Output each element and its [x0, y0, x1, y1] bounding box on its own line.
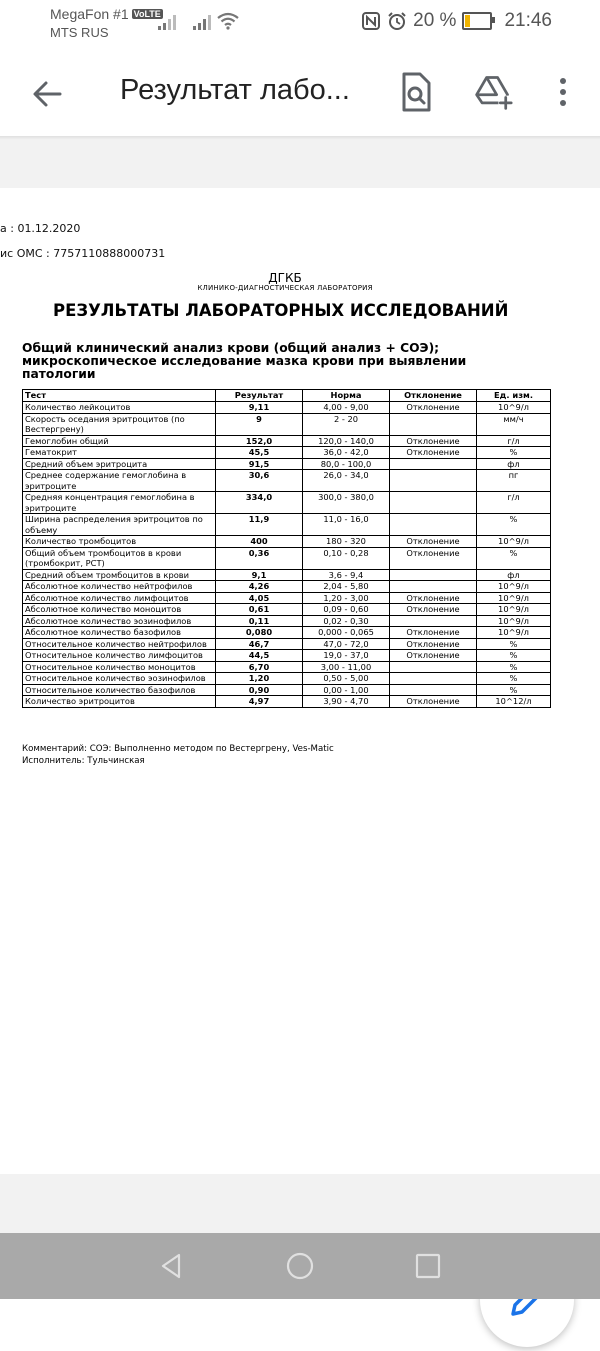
table-row [23, 627, 551, 639]
cell-dev [390, 569, 477, 581]
app-toolbar [0, 52, 600, 136]
table-row [23, 604, 551, 616]
cell-result: 400 [216, 536, 303, 548]
cell-norm: 2,04 - 5,80 [303, 581, 390, 593]
executor: Исполнитель: Тульчинская [22, 756, 145, 766]
cell-test: Относительное количество лимфоцитов [23, 650, 216, 662]
cell-dev: Отклонение [390, 592, 477, 604]
battery-percent: 20 % [413, 10, 457, 31]
cell-result: 0,90 [216, 684, 303, 696]
cell-norm: 0,02 - 0,30 [303, 615, 390, 627]
carrier-secondary: MTS RUS [50, 25, 109, 40]
table-row [23, 696, 551, 708]
cell-dev: Отклонение [390, 638, 477, 650]
cell-dev [390, 661, 477, 673]
table-row [23, 514, 551, 536]
volte-badge: VoLTE [133, 9, 161, 19]
cell-test: Количество лейкоцитов [23, 402, 216, 414]
cell-unit: 10^9/л [477, 627, 551, 639]
cell-test: Гемоглобин общий [23, 435, 216, 447]
cell-norm: 11,0 - 16,0 [303, 514, 390, 536]
cell-result: 0,36 [216, 547, 303, 569]
cell-result: 4,26 [216, 581, 303, 593]
cell-test: Общий объем тромбоцитов в крови (тромбокрит, PCT) [23, 547, 216, 569]
column-header: Норма [303, 390, 390, 402]
cell-norm: 3,00 - 11,00 [303, 661, 390, 673]
cell-dev [390, 470, 477, 492]
table-row [23, 581, 551, 593]
status-right [361, 10, 552, 32]
cell-unit: % [477, 514, 551, 536]
cell-test: Средняя концентрация гемоглобина в эритроците [23, 492, 216, 514]
table-row [23, 536, 551, 548]
cell-dev [390, 413, 477, 435]
table-row [23, 447, 551, 459]
document-page [0, 188, 600, 1174]
cell-dev: Отклонение [390, 402, 477, 414]
cell-dev: Отклонение [390, 604, 477, 616]
cell-norm: 180 - 320 [303, 536, 390, 548]
cell-result: 0,61 [216, 604, 303, 616]
nav-back-icon[interactable] [157, 1251, 187, 1281]
cell-test: Относительное количество эозинофилов [23, 673, 216, 685]
table-row [23, 458, 551, 470]
cell-test: Абсолютное количество лимфоцитов [23, 592, 216, 604]
cell-unit: мм/ч [477, 413, 551, 435]
cell-unit: фл [477, 569, 551, 581]
cell-dev [390, 458, 477, 470]
cell-test: Количество эритроцитов [23, 696, 216, 708]
status-bar [0, 0, 600, 52]
table-row [23, 569, 551, 581]
cell-unit: 10^9/л [477, 604, 551, 616]
nav-home-icon[interactable] [285, 1251, 315, 1281]
column-header: Тест [23, 390, 216, 402]
cell-unit: 10^9/л [477, 536, 551, 548]
nfc-icon [361, 11, 381, 31]
cell-norm: 3,6 - 9,4 [303, 569, 390, 581]
cell-dev [390, 684, 477, 696]
cell-result: 46,7 [216, 638, 303, 650]
cell-norm: 2 - 20 [303, 413, 390, 435]
cell-unit: % [477, 661, 551, 673]
cell-test: Средний объем эритроцита [23, 458, 216, 470]
system-nav-bar [0, 1233, 600, 1299]
analysis-title: Общий клинический анализ крови (общий анализ + СОЭ); микроскопическое исследование мазка крови при выявлении патологии [22, 341, 467, 381]
cell-norm: 300,0 - 380,0 [303, 492, 390, 514]
cell-unit: 10^9/л [477, 581, 551, 593]
cell-result: 152,0 [216, 435, 303, 447]
cell-dev [390, 581, 477, 593]
comment: Комментарий: СОЭ: Выполненно методом по Вестергрену, Ves-Matic [22, 744, 334, 754]
cell-unit: % [477, 447, 551, 459]
cell-norm: 3,90 - 4,70 [303, 696, 390, 708]
cell-result: 44,5 [216, 650, 303, 662]
cell-dev [390, 492, 477, 514]
cell-unit: 10^9/л [477, 592, 551, 604]
cell-result: 0,11 [216, 615, 303, 627]
column-header: Результат [216, 390, 303, 402]
nav-recents-icon[interactable] [413, 1251, 443, 1281]
cell-norm: 120,0 - 140,0 [303, 435, 390, 447]
cell-dev: Отклонение [390, 696, 477, 708]
table-row [23, 615, 551, 627]
cell-result: 91,5 [216, 458, 303, 470]
cell-unit: фл [477, 458, 551, 470]
cell-result: 9,11 [216, 402, 303, 414]
cell-result: 9 [216, 413, 303, 435]
cell-test: Абсолютное количество эозинофилов [23, 615, 216, 627]
cell-norm: 0,00 - 1,00 [303, 684, 390, 696]
more-vert-icon[interactable] [548, 70, 578, 114]
cell-unit: % [477, 684, 551, 696]
document-search-icon[interactable] [396, 70, 436, 114]
cell-dev: Отклонение [390, 435, 477, 447]
table-row [23, 402, 551, 414]
document-title: Результат лабо... [120, 74, 350, 106]
column-header: Ед. изм. [477, 390, 551, 402]
column-header: Отклонение [390, 390, 477, 402]
cell-norm: 80,0 - 100,0 [303, 458, 390, 470]
cell-result: 0,080 [216, 627, 303, 639]
cell-norm: 0,10 - 0,28 [303, 547, 390, 569]
cell-result: 334,0 [216, 492, 303, 514]
cell-unit: г/л [477, 435, 551, 447]
table-row [23, 673, 551, 685]
cell-test: Ширина распределения эритроцитов по объему [23, 514, 216, 536]
cell-unit: 10^9/л [477, 402, 551, 414]
cell-norm: 47,0 - 72,0 [303, 638, 390, 650]
cell-test: Скорость оседания эритроцитов (по Вестергрену) [23, 413, 216, 435]
table-row [23, 650, 551, 662]
cell-result: 1,20 [216, 673, 303, 685]
organization-name: ДГКБ [268, 271, 302, 285]
cell-dev: Отклонение [390, 447, 477, 459]
wifi-icon [216, 11, 240, 31]
cell-unit: пг [477, 470, 551, 492]
page-title: РЕЗУЛЬТАТЫ ЛАБОРАТОРНЫХ ИССЛЕДОВАНИЙ [53, 301, 509, 320]
cell-norm: 1,20 - 3,00 [303, 592, 390, 604]
cell-unit: % [477, 638, 551, 650]
cell-unit: % [477, 673, 551, 685]
cell-test: Абсолютное количество моноцитов [23, 604, 216, 616]
lab-name: КЛИНИКО-ДИАГНОСТИЧЕСКАЯ ЛАБОРАТОРИЯ [197, 284, 373, 292]
table-row [23, 592, 551, 604]
cell-test: Количество тромбоцитов [23, 536, 216, 548]
table-row [23, 413, 551, 435]
cell-result: 11,9 [216, 514, 303, 536]
date-line: а : 01.12.2020 [0, 222, 81, 235]
cell-unit: 10^9/л [477, 615, 551, 627]
cell-result: 4,97 [216, 696, 303, 708]
cell-test: Относительное количество нейтрофилов [23, 638, 216, 650]
cell-test: Относительное количество моноцитов [23, 661, 216, 673]
add-to-drive-icon[interactable] [473, 70, 513, 114]
clock: 21:46 [504, 10, 552, 31]
table-header [23, 390, 551, 402]
cell-norm: 26,0 - 34,0 [303, 470, 390, 492]
table-row [23, 684, 551, 696]
cell-norm: 36,0 - 42,0 [303, 447, 390, 459]
cell-dev: Отклонение [390, 650, 477, 662]
cell-test: Абсолютное количество нейтрофилов [23, 581, 216, 593]
cell-dev [390, 673, 477, 685]
cell-unit: % [477, 547, 551, 569]
cell-test: Среднее содержание гемоглобина в эритроците [23, 470, 216, 492]
cell-norm: 19,0 - 37,0 [303, 650, 390, 662]
battery-icon [462, 12, 492, 30]
signal-icon [157, 13, 179, 31]
document-viewer[interactable] [0, 140, 600, 1233]
cell-dev [390, 615, 477, 627]
cell-test: Гематокрит [23, 447, 216, 459]
cell-unit: 10^12/л [477, 696, 551, 708]
table-row [23, 638, 551, 650]
table-row [23, 435, 551, 447]
cell-unit: % [477, 650, 551, 662]
results-table [22, 389, 551, 708]
arrow-back-icon[interactable] [28, 74, 68, 114]
table-row [23, 470, 551, 492]
cell-result: 45,5 [216, 447, 303, 459]
cell-result: 6,70 [216, 661, 303, 673]
cell-norm: 0,000 - 0,065 [303, 627, 390, 639]
cell-result: 4,05 [216, 592, 303, 604]
table-row [23, 661, 551, 673]
cell-dev: Отклонение [390, 627, 477, 639]
table-row [23, 492, 551, 514]
cell-test: Абсолютное количество базофилов [23, 627, 216, 639]
cell-norm: 4,00 - 9,00 [303, 402, 390, 414]
cell-test: Относительное количество базофилов [23, 684, 216, 696]
cell-norm: 0,09 - 0,60 [303, 604, 390, 616]
carrier-primary: MegaFon #1 VoLTE [50, 6, 161, 22]
table-row [23, 547, 551, 569]
oms-line: ис ОМС : 7757110888000731 [0, 247, 166, 260]
cell-dev [390, 514, 477, 536]
signal-icon [192, 13, 214, 31]
cell-result: 9,1 [216, 569, 303, 581]
cell-result: 30,6 [216, 470, 303, 492]
cell-norm: 0,50 - 5,00 [303, 673, 390, 685]
cell-dev: Отклонение [390, 547, 477, 569]
cell-dev: Отклонение [390, 536, 477, 548]
cell-unit: г/л [477, 492, 551, 514]
alarm-icon [387, 11, 407, 31]
cell-test: Средний объем тромбоцитов в крови [23, 569, 216, 581]
